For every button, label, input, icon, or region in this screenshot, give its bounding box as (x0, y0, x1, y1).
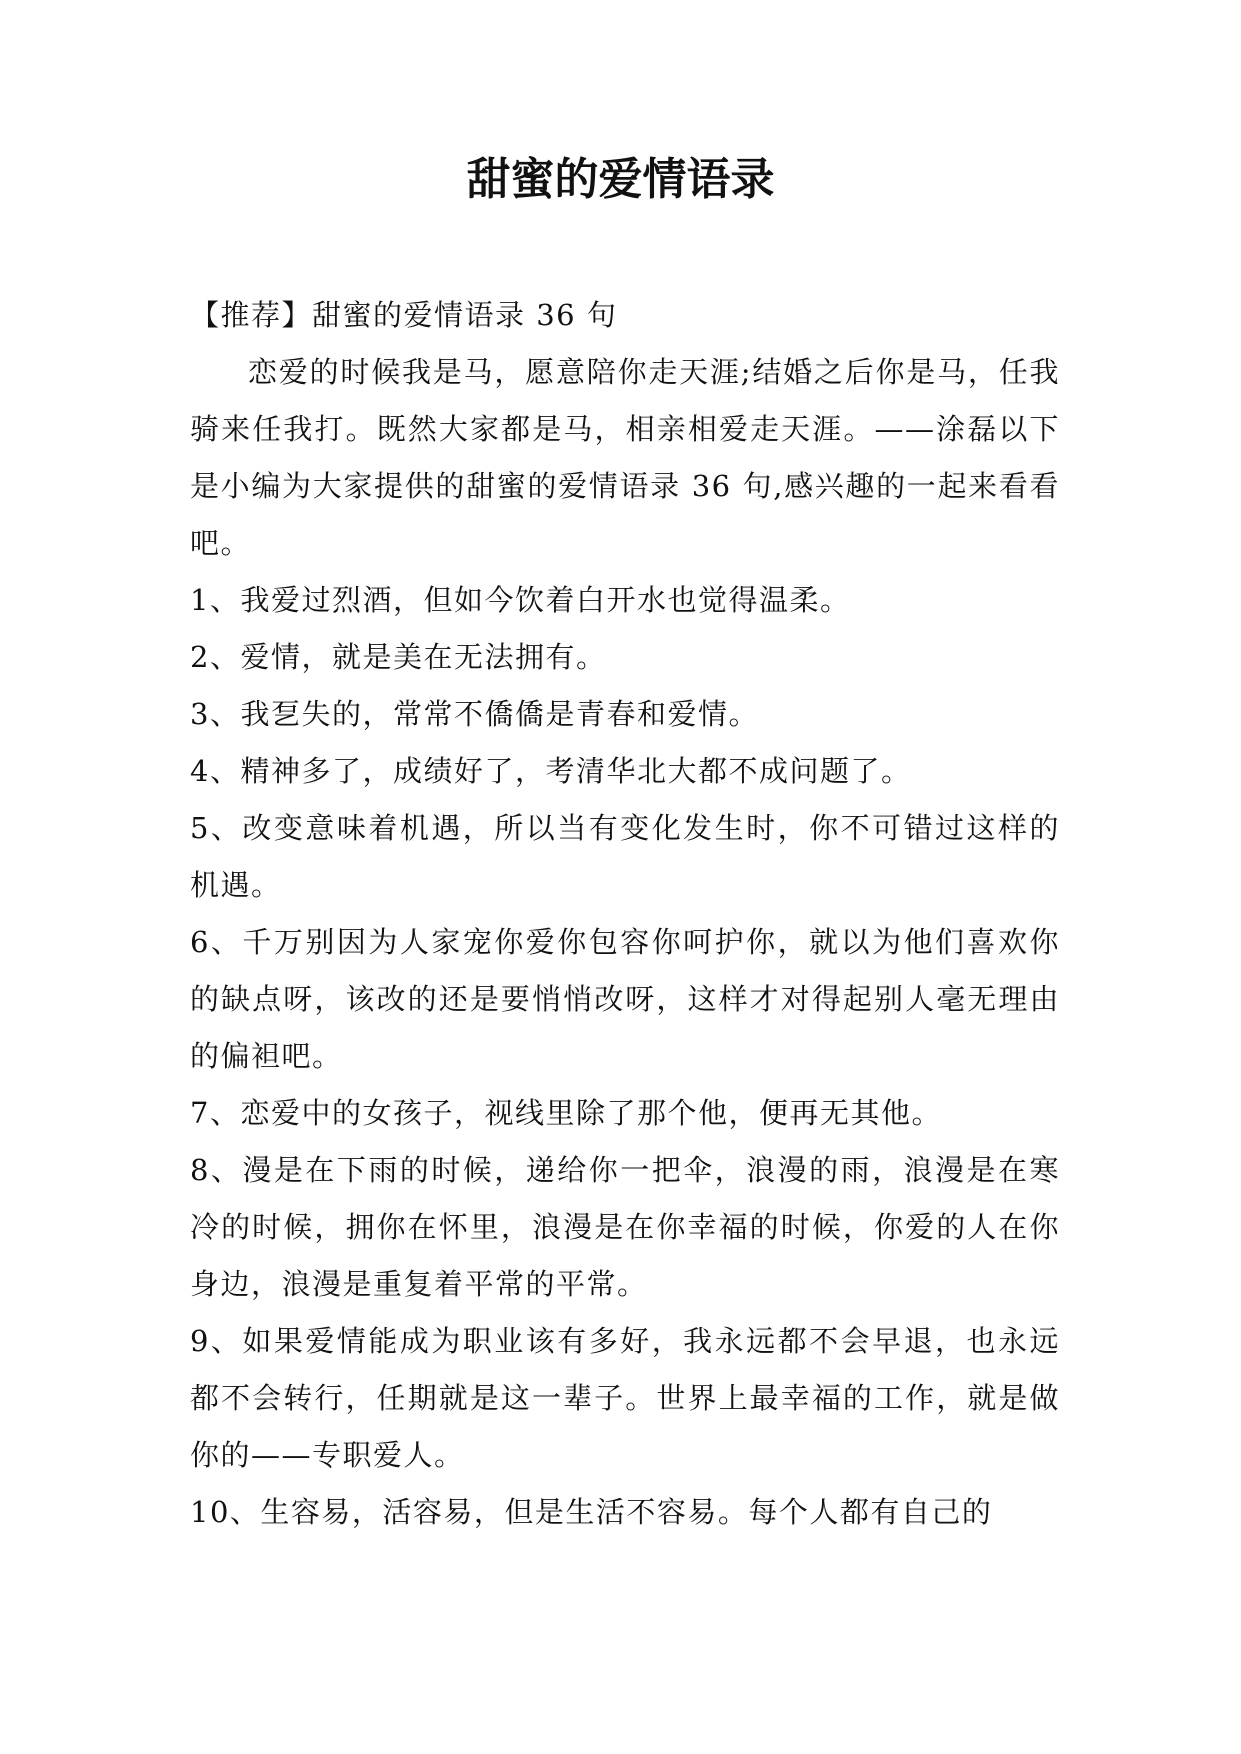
quote-item: 5、改变意味着机遇，所以当有变化发生时，你不可错过这样的机遇。 (190, 811, 1060, 902)
quote-item: 6、千万别因为人家宠你爱你包容你呵护你，就以为他们喜欢你的缺点呀，该改的还是要悄悄改呀，这样才对得起别人毫无理由的偏袒吧。 (190, 925, 1060, 1073)
quote-item: 9、如果爱情能成为职业该有多好，我永远都不会早退，也永远都不会转行，任期就是这一辈子。世界上最幸福的工作，就是做你的——专职爱人。 (190, 1324, 1060, 1472)
document-body (190, 287, 1060, 1541)
document-title: 甜蜜的爱情语录 (466, 154, 775, 205)
quote-item: 3、我乭失的，常常不僑僑是青春和爱情。 (190, 697, 759, 731)
subtitle-line: 【推荐】甜蜜的爱情语录 36 句 (190, 298, 618, 332)
quote-item: 10、生容易，活容易，但是生活不容易。每个人都有自己的 (190, 1495, 993, 1529)
intro-paragraph: 恋爱的时候我是马，愿意陪你走天涯;结婚之后你是马，任我骑来任我打。既然大家都是马，相亲相爱走天涯。——涂磊以下是小编为大家提供的甜蜜的爱情语录 36 句,感兴趣的一起来看看吧。 (190, 355, 1060, 560)
quote-item: 8、漫是在下雨的时候，递给你一把伞，浪漫的雨，浪漫是在寒冷的时候，拥你在怀里，浪漫是在你幸福的时候，你爱的人在你身边，浪漫是重复着平常的平常。 (190, 1153, 1060, 1301)
quote-item: 2、爱情，就是美在无法拥有。 (190, 640, 607, 674)
quote-item: 1、我爱过烈酒，但如今饮着白开水也觉得温柔。 (190, 583, 851, 617)
quote-item: 7、恋爱中的女孩子，视线里除了那个他，便再无其他。 (190, 1096, 942, 1130)
quote-item: 4、精神多了，成绩好了，考清华北大都不成问题了。 (190, 754, 912, 788)
